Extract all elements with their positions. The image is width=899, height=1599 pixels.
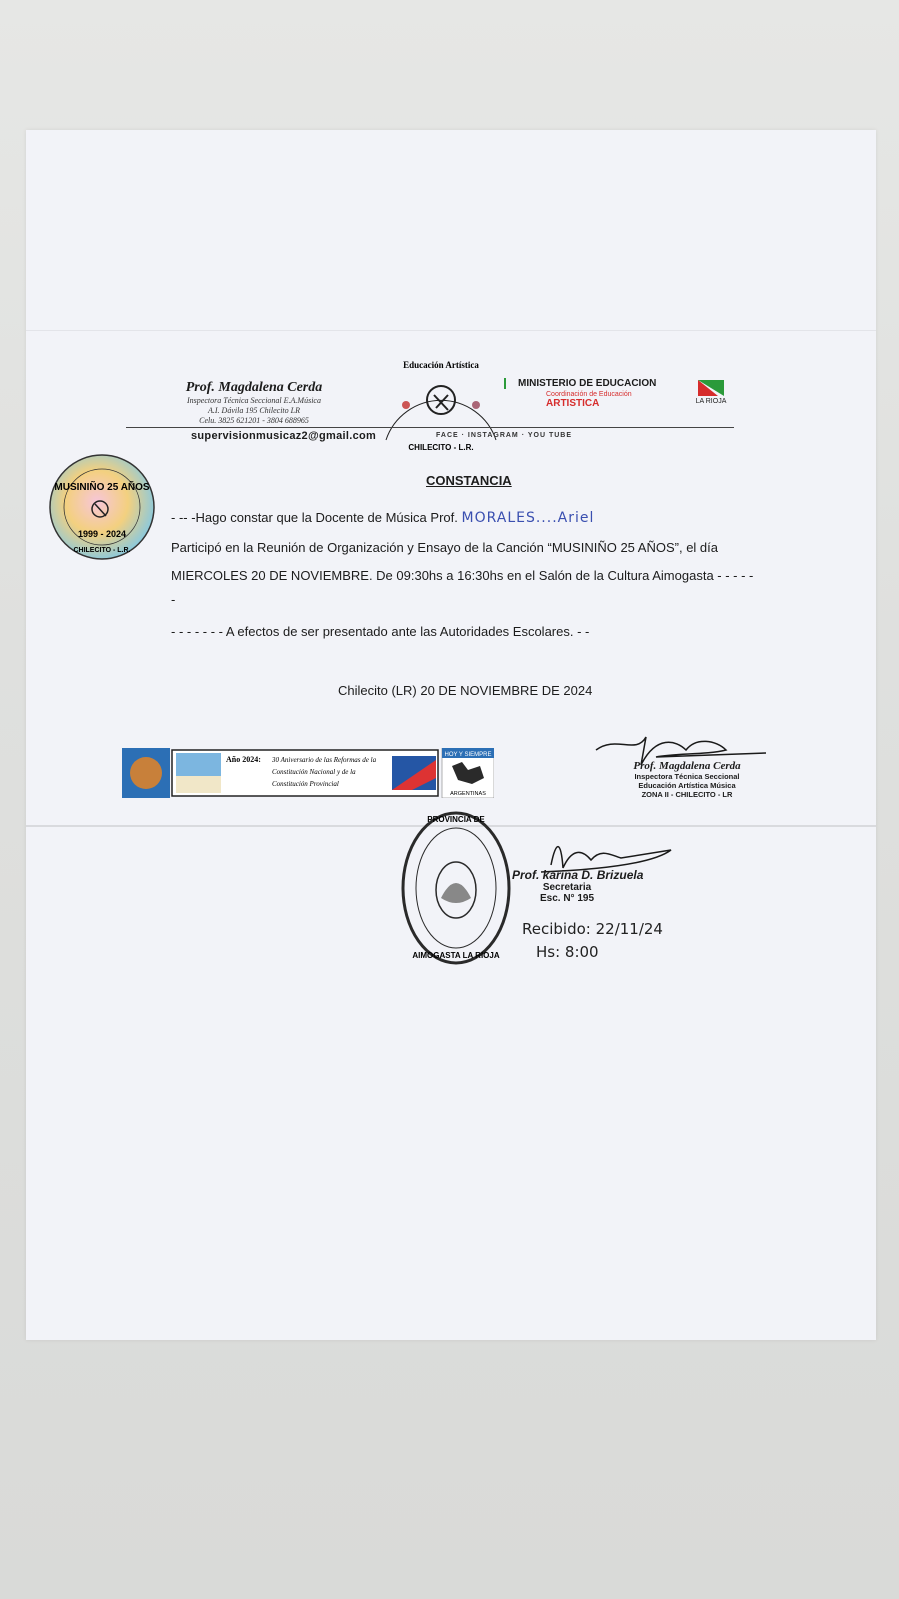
email-address: supervisionmusicaz2@gmail.com xyxy=(191,430,377,442)
secretary-role: Secretaria xyxy=(542,882,592,893)
badge-title: MUSINIÑO 25 AÑOS xyxy=(54,482,150,493)
supervision-logo xyxy=(366,350,516,455)
inspector-signature-block xyxy=(592,760,782,799)
body-line-3: MIERCOLES 20 DE NOVIEMBRE. De 09:30hs a 16:30hs en el Salón de la Cultura Aimogasta - - - - - xyxy=(171,568,754,583)
svg-text:AIMOGASTA LA RIOJA: AIMOGASTA LA RIOJA xyxy=(412,951,500,960)
document-sheet xyxy=(26,130,876,1340)
fold-line xyxy=(26,330,876,331)
teacher-name-handwritten: MORALES....Ariel xyxy=(461,510,595,526)
province-label: LA RIOJA xyxy=(695,398,727,405)
svg-text:30 Aniversario de las Reformas: 30 Aniversario de las Reformas de la xyxy=(272,756,377,764)
secretary-name: Prof. karina D. Brizuela xyxy=(512,868,644,882)
sender-role: Inspectora Técnica Seccional E.A.Música xyxy=(187,396,321,405)
logo-city: CHILECITO - L.R. xyxy=(408,443,474,452)
coordination-art: ARTISTICA xyxy=(546,398,600,409)
letterhead-sender xyxy=(154,380,354,426)
document-title: CONSTANCIA xyxy=(426,473,512,488)
inspector-area: Educación Artística Música xyxy=(638,781,736,790)
banner-argentinas: ARGENTINAS xyxy=(450,791,486,797)
svg-text:Constitución Provincial: Constitución Provincial xyxy=(272,780,339,788)
svg-text:Educación Artística: Educación Artística xyxy=(403,360,479,370)
badge-years: 1999 - 2024 xyxy=(77,529,127,539)
line1-prefix: - -- -Hago constar que la Docente de Música Prof. xyxy=(171,510,458,525)
la-rioja-flag-icon xyxy=(698,380,724,396)
secretary-block xyxy=(512,868,662,904)
body-line-1 xyxy=(171,510,594,526)
received-hour-handwritten: Hs: 8:00 xyxy=(536,943,599,961)
body-line-4: - xyxy=(171,592,176,607)
la-rioja-logo xyxy=(686,380,736,405)
musinino-badge-stamp xyxy=(40,452,165,562)
letterhead-divider xyxy=(126,427,734,428)
svg-text:Constitución Nacional y de la: Constitución Nacional y de la xyxy=(272,768,356,776)
ministry-name: MINISTERIO DE EDUCACION xyxy=(504,378,724,389)
inspector-title: Inspectora Técnica Seccional xyxy=(634,772,740,781)
sender-address: A.I. Dávila 195 Chilecito LR xyxy=(208,406,300,415)
school-number: Esc. N° 195 xyxy=(539,893,595,904)
anniversary-banner xyxy=(122,748,494,798)
svg-text:PROVINCIA DE: PROVINCIA DE xyxy=(427,815,485,824)
inspector-name: Prof. Magdalena Cerda xyxy=(633,760,741,772)
banner-year: Año 2024: xyxy=(226,755,261,764)
place-and-date: Chilecito (LR) 20 DE NOVIEMBRE DE 2024 xyxy=(338,683,593,698)
sender-phone: Celu. 3825 621201 - 3804 688965 xyxy=(199,416,309,425)
body-line-2: Participó en la Reunión de Organización y Ensayo de la Canción “MUSINIÑO 25 AÑOS”, el día xyxy=(171,540,718,555)
received-date-handwritten: Recibido: 22/11/24 xyxy=(522,920,663,938)
sender-name: Prof. Magdalena Cerda xyxy=(185,380,323,395)
coordination-line: Coordinación de Educación xyxy=(546,391,632,398)
social-links: FACE · INSTAGRAM · YOU TUBE xyxy=(436,432,573,439)
badge-city: CHILECITO - L.R. xyxy=(73,547,131,554)
inspector-zone: ZONA II - CHILECITO - LR xyxy=(641,790,733,799)
banner-hoy: HOY Y SIEMPRE xyxy=(444,752,492,758)
school-seal-stamp xyxy=(399,808,514,968)
body-line-5: - - - - - - - A efectos de ser presentado ante las Autoridades Escolares. - - xyxy=(171,624,590,639)
